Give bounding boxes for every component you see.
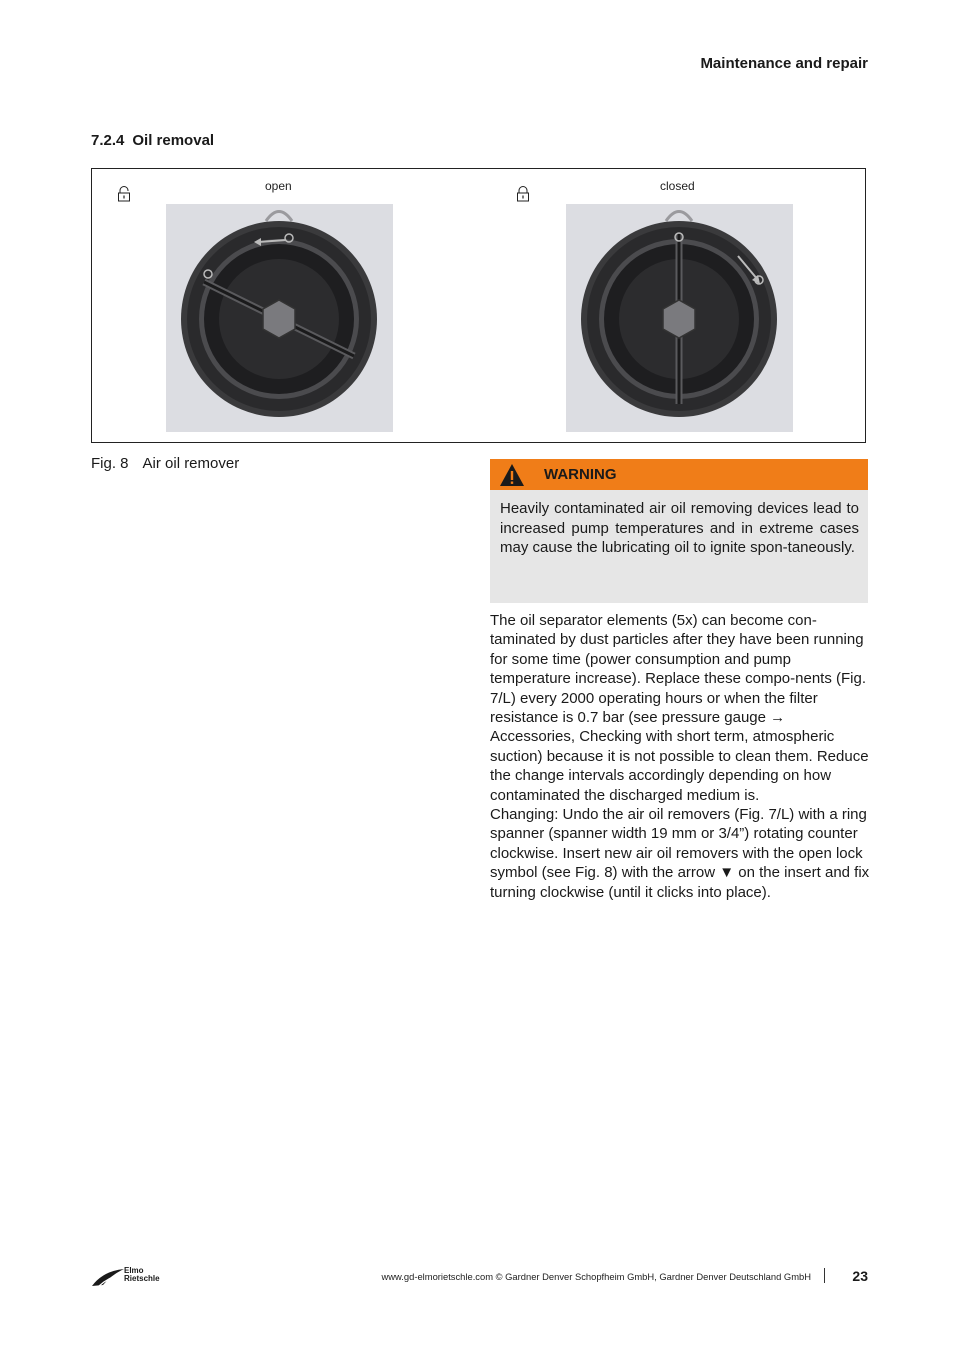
warning-triangle-icon	[499, 463, 525, 487]
open-lock-icon	[117, 186, 131, 202]
figure-caption	[91, 455, 239, 472]
body-text	[490, 611, 870, 902]
warning-header	[490, 459, 868, 490]
body-paragraph-2: Changing: Undo the air oil removers (Fig. 7/L) with a ring spanner (spanner width 19 mm or 3/4”) rotating counter clockwise. Insert new air oil removers with the open lock symbol (see Fig. 8) with the arrow ▼ on the insert and fix turning clockwise (until it clicks into place).	[490, 806, 870, 901]
footer-copyright: © Gardner Denver Schopfheim GmbH, Gardner Denver Deutschland GmbH	[495, 1271, 811, 1282]
open-label: open	[265, 179, 292, 193]
section-number: 7.2.4	[91, 132, 125, 149]
air-oil-remover-closed-photo	[566, 204, 793, 432]
footer-url[interactable]: www.gd-elmorietschle.com	[381, 1271, 494, 1282]
figure-caption-text: Air oil remover	[142, 455, 240, 472]
warning-body: Heavily contaminated air oil removing devices lead to increased pump temperatures and in extreme cases may cause the lubricating oil to ignite spon-taneously.	[490, 490, 868, 603]
footer-separator	[824, 1268, 825, 1283]
elmo-rietschle-logo	[91, 1266, 171, 1288]
section-title: Oil removal	[132, 132, 215, 149]
footer-text	[300, 1271, 811, 1282]
logo-swoosh-icon	[91, 1267, 125, 1287]
logo-text: Elmo Rietschle	[124, 1266, 160, 1283]
body-paragraph-1: The oil separator elements (5x) can become con-taminated by dust particles after they have been running for some time (power consumption and pump temperature increase). Replace these compo-nents (Fig. 7/L) every 2000 operating hours or when the filter resistance is 0.7 bar (see pressure gauge → Accessories, Checking with short term, atmospheric suction) because it is not possible to clean them. Reduce the change intervals accordingly depending on how contaminated the discharged medium is.	[490, 612, 869, 804]
air-oil-remover-open-photo	[166, 204, 393, 432]
running-header: Maintenance and repair	[700, 55, 868, 72]
figure-number: Fig. 8	[91, 455, 129, 472]
closed-label: closed	[660, 179, 695, 193]
section-heading	[91, 132, 214, 149]
figure-frame	[91, 168, 866, 443]
closed-lock-icon	[516, 186, 530, 202]
warning-title: WARNING	[544, 466, 617, 483]
page-number: 23	[852, 1268, 868, 1284]
